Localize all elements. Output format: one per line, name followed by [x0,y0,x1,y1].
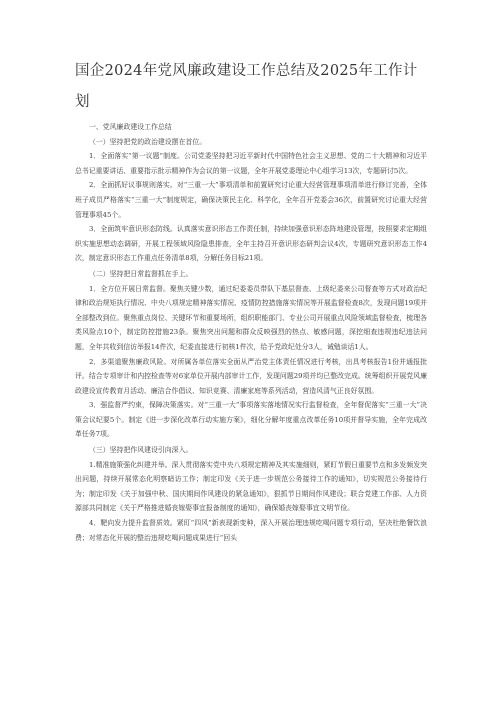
document-body [75,120,427,545]
paragraph: 3．强监督严约束，保障决策落实。对“三重一大”事项落实落地情况实行监督检查，全年督促落实“三重一大”决策会议纪要5个。制定《进一步深化改革行动实施方案》，细化分解年度重点改革任务10项并督导实施，全年完成改革任务7项。 [75,401,427,439]
paragraph: 2．全面抓好议事规则落实。对“三重一大”事项清单和前置研究讨论重大经营管理事项清单进行修订完善，全体班子成员严格落实“三重一大”制度规定，确保决策民主化、科学化，全年召开党委会36次，前置研究讨论重大经营管理事项45个。 [75,181,427,219]
subsection-heading: （一）坚持把党的政治建设摆在首位。 [89,137,207,146]
paragraph: 1．全面落实“第一议题”制度。公司党委坚持把习近平新时代中国特色社会主义思想、党的二十大精神和习近平总书记重要讲话、重要指示批示精神作为会议的第一议题，全年开展党委理论中心组学习13次，专题研讨5次。 [75,152,427,175]
title-line-2: 划 [75,94,90,110]
subsection-heading: （二）坚持把日常监督抓在手上。 [89,269,193,278]
title-line-1: 国企2024年党风廉政建设工作总结及2025年工作计 [75,63,418,79]
subsection-heading: （三）坚持把作风建设引向深入。 [89,446,193,455]
paragraph: 4．靶向发力提升监督质效。紧盯“四风”新表现新变种，深入开展治理违规吃喝问题专项行动，坚决杜绝餐饮浪费；对常态化开展的整治违规吃喝问题成果进行“回头 [75,519,427,542]
document-title [75,56,435,118]
paragraph: 1．全方位开展日常监督。聚焦关键少数，通过纪委委员带队下基层督查、上级纪委来公司督查等方式对政治纪律和政治规矩执行情况、中央八项规定精神落实情况、疫情防控措施落实情况等开展监督检查8次，发现问题19项并全部整改到位。聚焦重点岗位、关键环节和重要场所，组织职能部门、专业公司开展重点风险领域监督检查，梳理各类风险点10个，制定防控措施23条。聚焦突出问题和群众反映强烈的热点、敏感问题，深挖细查违规违纪违法问题，全年共收到信访举报14件次，纪委直接进行初核1件次，给予党政纪处分3人，诫勉谈话1人。 [75,284,427,351]
paragraph: 3．全面筑牢意识形态防线。认真落实意识形态工作责任制，持续加强意识形态阵地建设管理，按照要求定期组织实施思想动态调研，开展工程领域风险隐患排查，全年主持召开意识形态研判会议4次，专题研究意识形态工作4次，制定意识形态工作重点任务清单8项，分解任务目标21项。 [75,225,427,263]
section-heading: 一、党风廉政建设工作总结 [89,123,172,131]
paragraph: 1.精准施策强化纠建并举。深入贯彻落实党中央八项规定精神及其实施细则，紧盯节假日重要节点和多发频发突出问题，持续开展常态化明察暗访工作；制定印发《关于进一步规范公务接待工作的通知》，切实规范公务接待行为；制定印发《关于加强中秋、国庆期间作风建设的紧急通知》，狠抓节日期间作风建设；联合党建工作部、人力资源部共同制定《关于严格推进婚丧嫁娶事宜报备制度的通知》，确保婚丧嫁娶事宜文明节俭。 [75,460,427,513]
paragraph: 2．多渠道聚焦廉政风险。对所属各单位落实全面从严治党主体责任情况进行考核，出具考核报告1份并通报批评。结合专项审计和内控检查等对6家单位开展内部审计工作，发现问题29项并均已整改完成。统筹组织开展党风廉政建设宣传教育月活动、廉洁合作倡议、知识竞赛、清廉家庭等系列活动，营造风清气正良好氛围。 [75,357,427,395]
